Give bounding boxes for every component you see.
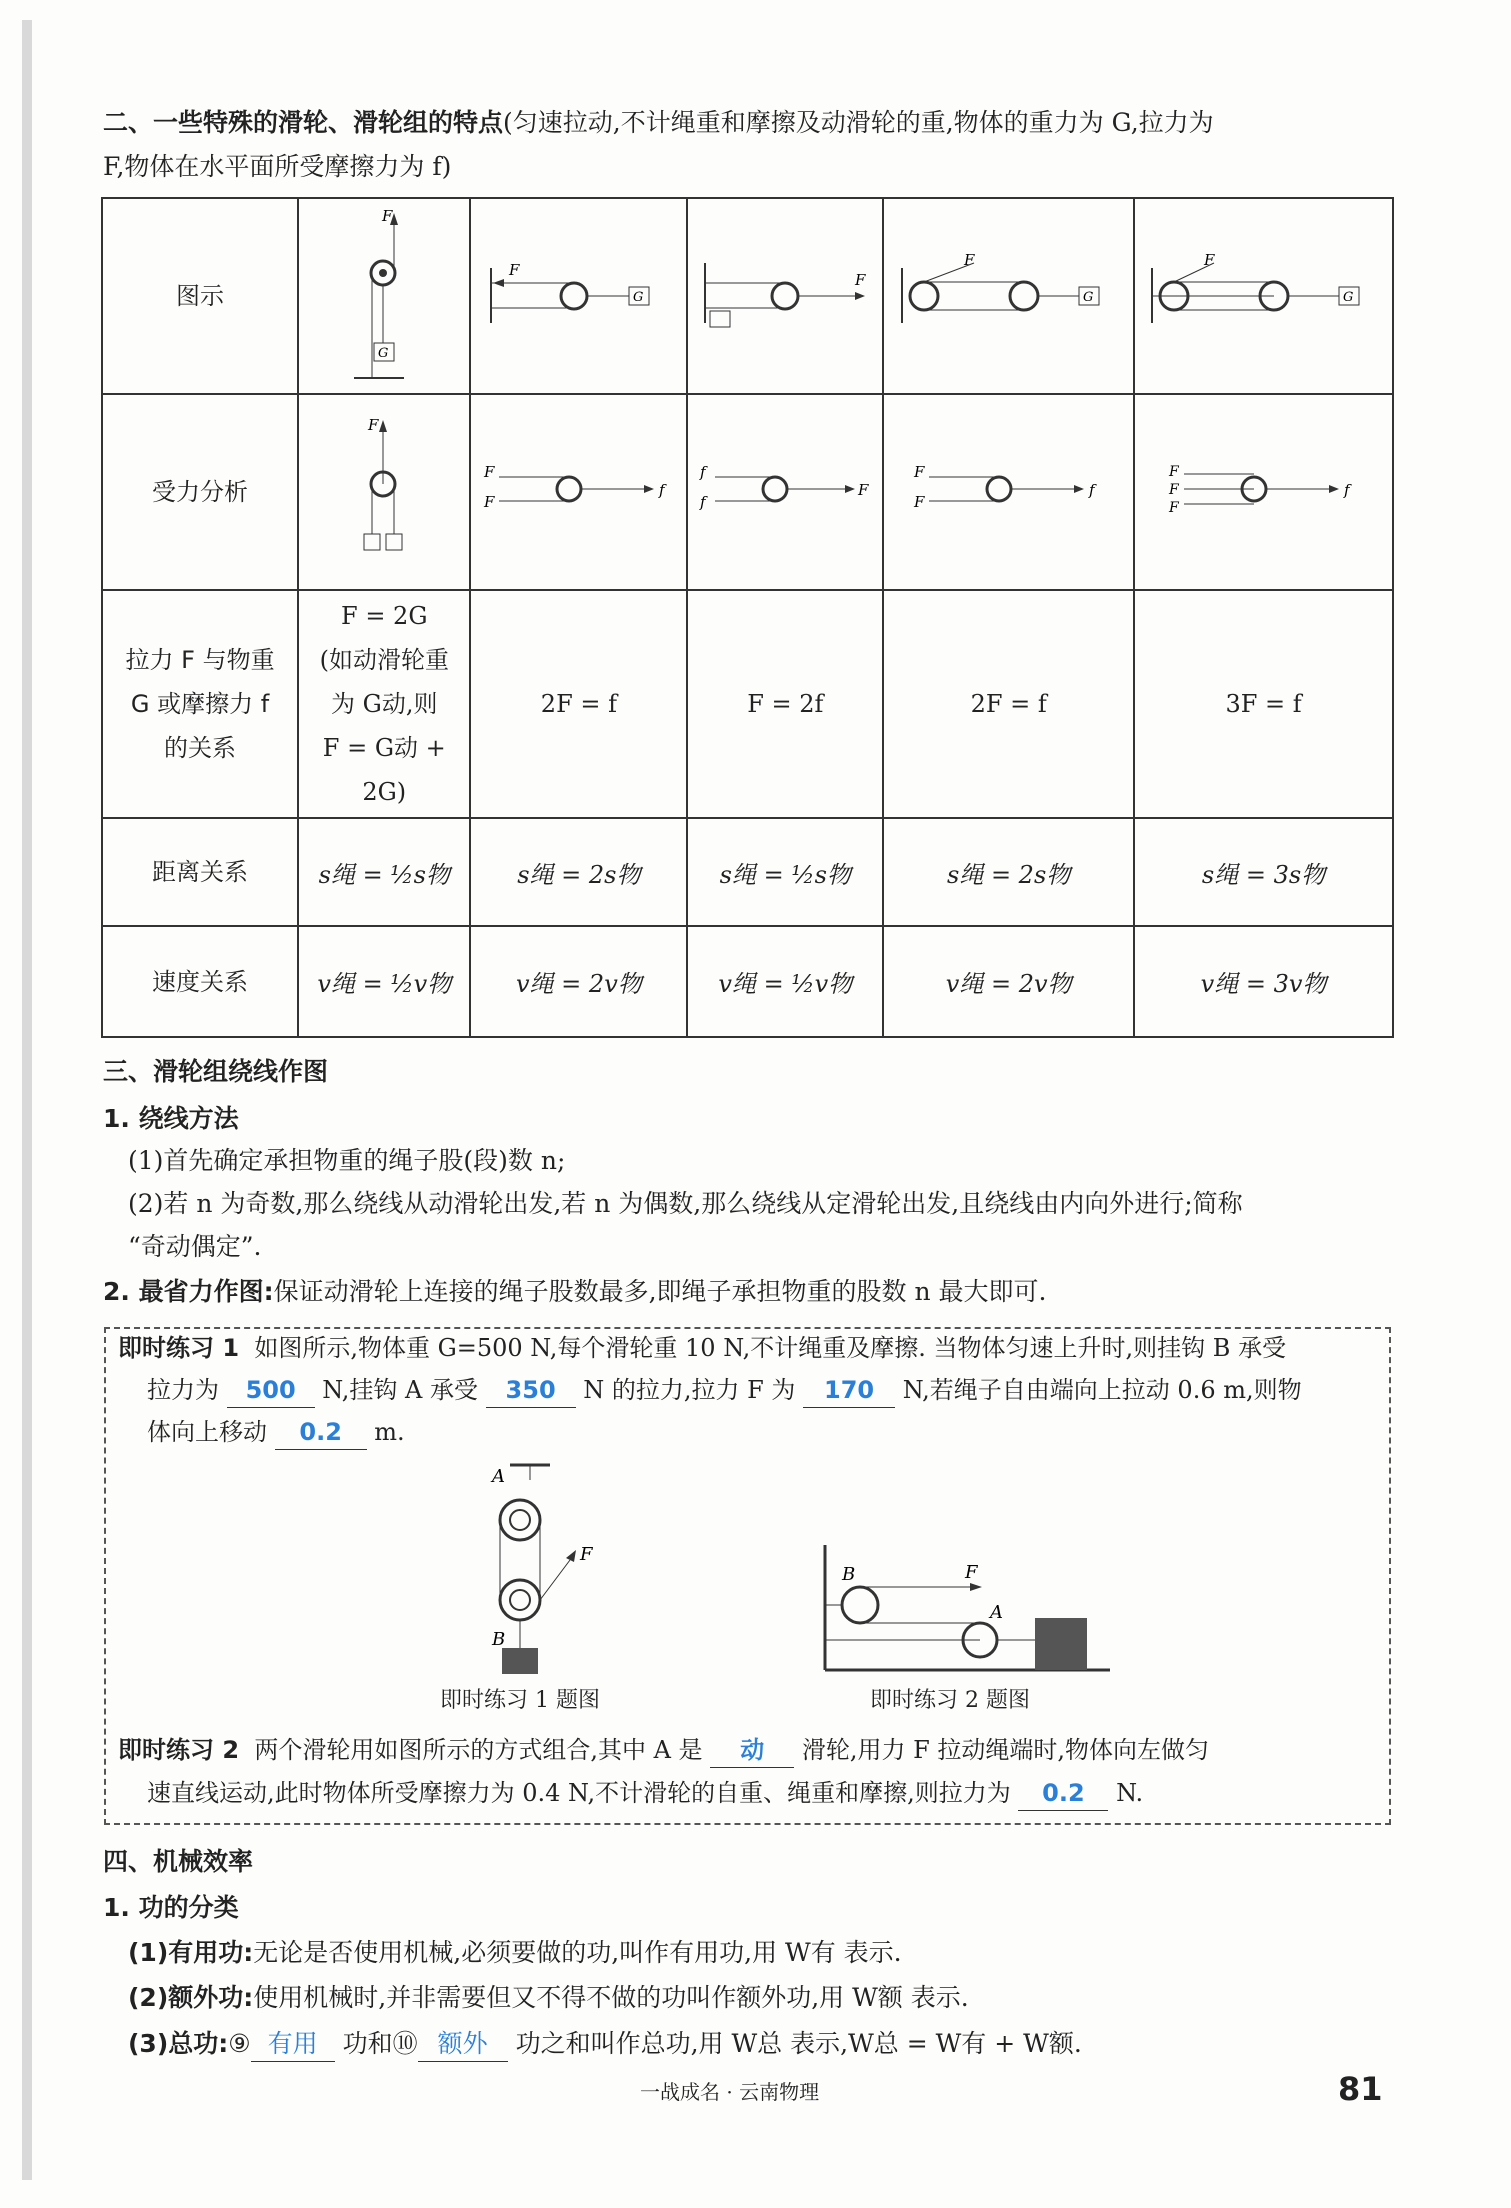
svg-text:F: F <box>1168 464 1179 480</box>
ex1-text: 拉力为 <box>147 1376 219 1404</box>
relation-cell: 2F = f <box>470 590 687 818</box>
diagram-cell <box>1134 198 1393 394</box>
diagram-cell <box>298 198 470 394</box>
speed-cell: v绳 = 3v物 <box>1134 926 1393 1037</box>
force-cell <box>687 394 883 590</box>
row-label: 速度关系 <box>102 926 298 1037</box>
ex2-label: 即时练习 2 <box>118 1736 240 1764</box>
table-row-relation <box>102 590 1393 818</box>
ex1-text: N,若绳子自由端向上拉动 0.6 m,则物 <box>902 1376 1302 1404</box>
section3-title: 三、滑轮组绕线作图 <box>103 1057 329 1086</box>
svg-text:G: G <box>378 346 389 361</box>
ex2-answer-1[interactable]: 动 <box>710 1733 794 1768</box>
section4-p2 <box>128 1981 969 2015</box>
svg-text:f: f <box>700 493 706 511</box>
svg-text:F: F <box>913 493 925 511</box>
ex1-line3 <box>147 1415 405 1450</box>
force-cell <box>298 394 470 590</box>
term-total-work: (3)总功: <box>128 2029 229 2058</box>
ex1-text: N,挂钩 A 承受 <box>322 1376 478 1404</box>
p3-text: 功之和叫作总功,用 W总 表示,W总 = W有 + W额. <box>515 2029 1082 2058</box>
svg-text:f: f <box>1343 481 1350 499</box>
svg-text:F: F <box>1168 500 1179 516</box>
label-B: B <box>842 1564 856 1585</box>
force-diagram-3 <box>909 459 1109 519</box>
svg-text:F: F <box>858 481 869 499</box>
svg-text:G: G <box>1342 290 1353 305</box>
page-number: 81 <box>1338 2070 1383 2108</box>
answer-9[interactable]: 有用 <box>251 2027 335 2062</box>
distance-cell: s绳 = ½s物 <box>298 818 470 926</box>
svg-text:F: F <box>483 493 495 511</box>
section2-title: 二、一些特殊的滑轮、滑轮组的特点 <box>103 108 504 137</box>
label-A: A <box>990 1602 1003 1623</box>
ex2-caption: 即时练习 2 题图 <box>870 1688 1030 1713</box>
section3-p3 <box>103 1275 1047 1309</box>
diagram-cell <box>883 198 1134 394</box>
term-useful-work: (1)有用功: <box>128 1938 254 1967</box>
ex2-text: 两个滑轮用如图所示的方式组合,其中 A 是 <box>254 1736 703 1764</box>
ex1-caption: 即时练习 1 题图 <box>440 1688 600 1713</box>
section3-p2b: “奇动偶定”. <box>128 1232 262 1261</box>
ex1-line2 <box>147 1373 1302 1408</box>
force-cell <box>883 394 1134 590</box>
table-row-force <box>102 394 1393 590</box>
row-label: 受力分析 <box>102 394 298 590</box>
label-F: F <box>965 1562 978 1583</box>
page-binding-edge <box>22 20 32 2180</box>
ex1-text: 体向上移动 <box>147 1418 267 1446</box>
distance-cell: s绳 = 2s物 <box>883 818 1134 926</box>
p1-text: 无论是否使用机械,必须要做的功,叫作有用功,用 W有 表示. <box>253 1938 902 1967</box>
ex1-answer-1[interactable]: 500 <box>227 1373 315 1408</box>
row-label: 图示 <box>102 198 298 394</box>
ex1-answer-3[interactable]: 170 <box>803 1373 895 1408</box>
row-label: 距离关系 <box>102 818 298 926</box>
pulley-group-diagram-2 <box>1144 253 1384 333</box>
speed-cell: v绳 = 2v物 <box>470 926 687 1037</box>
ex2-text: N. <box>1116 1779 1144 1807</box>
svg-text:F: F <box>855 271 866 289</box>
ex2-text: 滑轮,用力 F 拉动绳端时,物体向左做匀 <box>801 1736 1209 1764</box>
table-row-distance <box>102 818 1393 926</box>
table-row-diagram <box>102 198 1393 394</box>
relation-cell: F = 2f <box>687 590 883 818</box>
svg-text:F: F <box>382 207 393 225</box>
section3-h1: 1. 绕线方法 <box>103 1104 239 1133</box>
section3-p2a: (2)若 n 为奇数,那么绕线从动滑轮出发,若 n 为偶数,那么绕线从定滑轮出发,且绕线由内向外进行;简称 <box>128 1189 1243 1218</box>
distance-cell: s绳 = ½s物 <box>687 818 883 926</box>
ex1-label: 即时练习 1 <box>118 1334 240 1362</box>
force-diagram-4 <box>1164 454 1364 524</box>
term-extra-work: (2)额外功: <box>128 1983 254 2012</box>
speed-cell: v绳 = ½v物 <box>687 926 883 1037</box>
relation-line: 为 G动,则 <box>331 690 438 718</box>
force-diagram-2 <box>695 459 875 519</box>
force-diagram-1 <box>479 459 679 519</box>
ex2-text: 速直线运动,此时物体所受摩擦力为 0.4 N,不计滑轮的自重、绳重和摩擦,则拉力为 <box>147 1779 1011 1807</box>
distance-cell: s绳 = 3s物 <box>1134 818 1393 926</box>
footer-book-title: 一战成名 · 云南物理 <box>640 2080 820 2104</box>
section3-p1: (1)首先确定承担物重的绳子股(段)数 n; <box>128 1146 566 1175</box>
diagram-cell <box>470 198 687 394</box>
force-cell <box>1134 394 1393 590</box>
svg-text:F: F <box>963 253 975 269</box>
label-A: A <box>492 1466 505 1487</box>
ex1-text: N 的拉力,拉力 F 为 <box>583 1376 796 1404</box>
p3-text: ⑨ <box>228 2029 251 2058</box>
horizontal-pulley-diagram-1 <box>479 253 679 333</box>
force-diagram-vertical <box>344 414 424 564</box>
relation-cell <box>298 590 470 818</box>
ex1-text: m. <box>374 1418 405 1446</box>
svg-text:F: F <box>1168 482 1179 498</box>
ex2-figure <box>820 1540 1120 1680</box>
horizontal-pulley-diagram-2 <box>695 253 875 333</box>
section3-p3-text: 保证动滑轮上连接的绳子股数最多,即绳子承担物重的股数 n 最大即可. <box>273 1277 1047 1306</box>
section4-p3 <box>128 2027 1082 2062</box>
pulley-table <box>101 197 1394 1038</box>
row-label: 拉力 F 与物重 G 或摩擦力 f 的关系 <box>102 590 298 818</box>
svg-text:F: F <box>913 463 925 481</box>
svg-text:f: f <box>700 463 706 481</box>
svg-text:G: G <box>1082 290 1094 305</box>
svg-text:F: F <box>483 463 495 481</box>
svg-text:f: f <box>658 481 665 499</box>
ex2-answer-2[interactable]: 0.2 <box>1018 1776 1108 1811</box>
section4-h1: 1. 功的分类 <box>103 1893 239 1922</box>
distance-cell: s绳 = 2s物 <box>470 818 687 926</box>
relation-line: F = G动 + 2G) <box>322 734 446 806</box>
svg-text:G: G <box>632 290 644 305</box>
relation-cell: 2F = f <box>883 590 1134 818</box>
relation-line: (如动滑轮重 <box>319 646 449 674</box>
svg-text:f: f <box>1088 481 1095 499</box>
speed-cell: v绳 = ½v物 <box>298 926 470 1037</box>
relation-line: F = 2G <box>341 602 428 630</box>
ex2-line2 <box>147 1776 1143 1811</box>
ex1-line1 <box>118 1331 1286 1365</box>
ex1-text1: 如图所示,物体重 G=500 N,每个滑轮重 10 N,不计绳重及摩擦. 当物体匀速上升时,则挂钩 B 承受 <box>254 1334 1287 1362</box>
section4-title: 四、机械效率 <box>103 1847 254 1876</box>
p2-text: 使用机械时,并非需要但又不得不做的功叫作额外功,用 W额 表示. <box>253 1983 969 2012</box>
label-B: B <box>492 1629 506 1650</box>
svg-text:F: F <box>508 261 520 279</box>
answer-10[interactable]: 额外 <box>418 2027 508 2062</box>
table-row-speed <box>102 926 1393 1037</box>
section2-note1: (匀速拉动,不计绳重和摩擦及动滑轮的重,物体的重力为 G,拉力为 <box>503 108 1214 137</box>
pulley-group-diagram-1 <box>894 253 1124 333</box>
svg-text:F: F <box>1203 253 1214 269</box>
section4-p1 <box>128 1936 902 1970</box>
p3-text: 功和⑩ <box>342 2029 418 2058</box>
force-cell <box>470 394 687 590</box>
svg-text:F: F <box>368 416 379 434</box>
speed-cell: v绳 = 2v物 <box>883 926 1134 1037</box>
moving-pulley-vertical-diagram <box>344 203 424 383</box>
section2-heading <box>103 106 1214 140</box>
section2-note2: F,物体在水平面所受摩擦力为 f) <box>103 152 452 181</box>
relation-cell: 3F = f <box>1134 590 1393 818</box>
ex1-figure <box>480 1460 600 1685</box>
ex1-answer-4[interactable]: 0.2 <box>275 1415 367 1450</box>
label-F: F <box>580 1544 593 1565</box>
ex2-line1 <box>118 1733 1209 1768</box>
section3-h2: 2. 最省力作图: <box>103 1277 274 1306</box>
diagram-cell <box>687 198 883 394</box>
ex1-answer-2[interactable]: 350 <box>486 1373 576 1408</box>
